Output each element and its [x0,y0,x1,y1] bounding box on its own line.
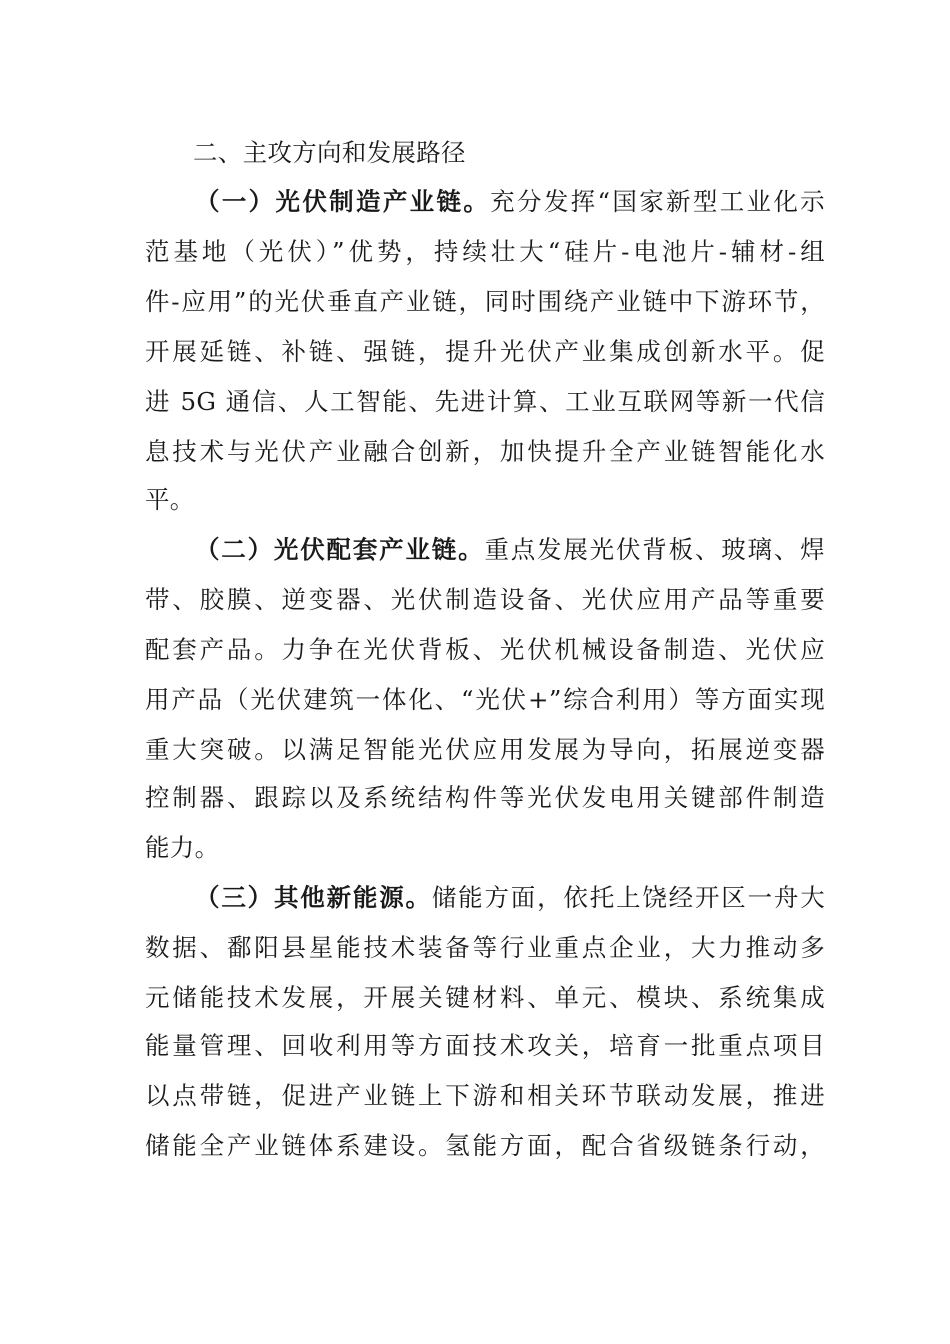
paragraph-1-line-3: 件-应用”的光伏垂直产业链，同时围绕产业链中下游环节， [145,287,825,316]
paragraph-2-line-6: 控制器、跟踪以及系统结构件等光伏发电用关键部件制造 [145,783,825,812]
paragraph-3-line-5: 以点带链，促进产业链上下游和相关环节联动发展，推进 [145,1081,825,1110]
paragraph-2-lead: （二）光伏配套产业链。 [195,535,485,564]
paragraph-1-line-4: 开展延链、补链、强链，提升光伏产业集成创新水平。促 [145,337,825,366]
paragraph-2-line-3: 配套产品。力争在光伏背板、光伏机械设备制造、光伏应 [145,635,825,664]
paragraph-3-line-2: 数据、鄱阳县星能技术装备等行业重点企业，大力推动多 [145,933,825,962]
paragraph-2-line-7: 能力。 [145,833,220,862]
paragraph-3-lead: （三）其他新能源。 [195,883,432,912]
paragraph-3-line-3: 元储能技术发展，开展关键材料、单元、模块、系统集成 [145,983,825,1012]
paragraph-3-text: 储能方面，依托上饶经开区一舟大 [431,883,825,912]
section-heading: 二、主攻方向和发展路径 [193,138,466,167]
paragraph-1-line-6: 息技术与光伏产业融合创新，加快提升全产业链智能化水 [145,437,825,466]
paragraph-2-text: 重点发展光伏背板、玻璃、焊 [484,535,825,564]
paragraph-1-line-1 [195,177,825,227]
paragraph-1-line-5: 进 5G 通信、人工智能、先进计算、工业互联网等新一代信 [145,387,825,416]
paragraph-1-line-2: 范基地（光伏）”优势，持续壮大“硅片-电池片-辅材-组 [145,237,825,266]
paragraph-2-line-4: 用产品（光伏建筑一体化、“光伏+”综合利用）等方面实现 [145,685,825,714]
paragraph-3-line-4: 能量管理、回收利用等方面技术攻关，培育一批重点项目 [145,1031,825,1060]
paragraph-2-line-1 [195,525,825,575]
paragraph-3-line-1 [195,873,825,923]
paragraph-3-line-6: 储能全产业链体系建设。氢能方面，配合省级链条行动， [145,1131,825,1160]
paragraph-1-lead: （一）光伏制造产业链。 [195,187,491,216]
paragraph-1-text: 充分发挥“国家新型工业化示 [490,187,825,216]
paragraph-1-line-7: 平。 [145,485,195,514]
paragraph-2-line-5: 重大突破。以满足智能光伏应用发展为导向，拓展逆变器 [145,735,825,764]
paragraph-2-line-2: 带、胶膜、逆变器、光伏制造设备、光伏应用产品等重要 [145,585,825,614]
